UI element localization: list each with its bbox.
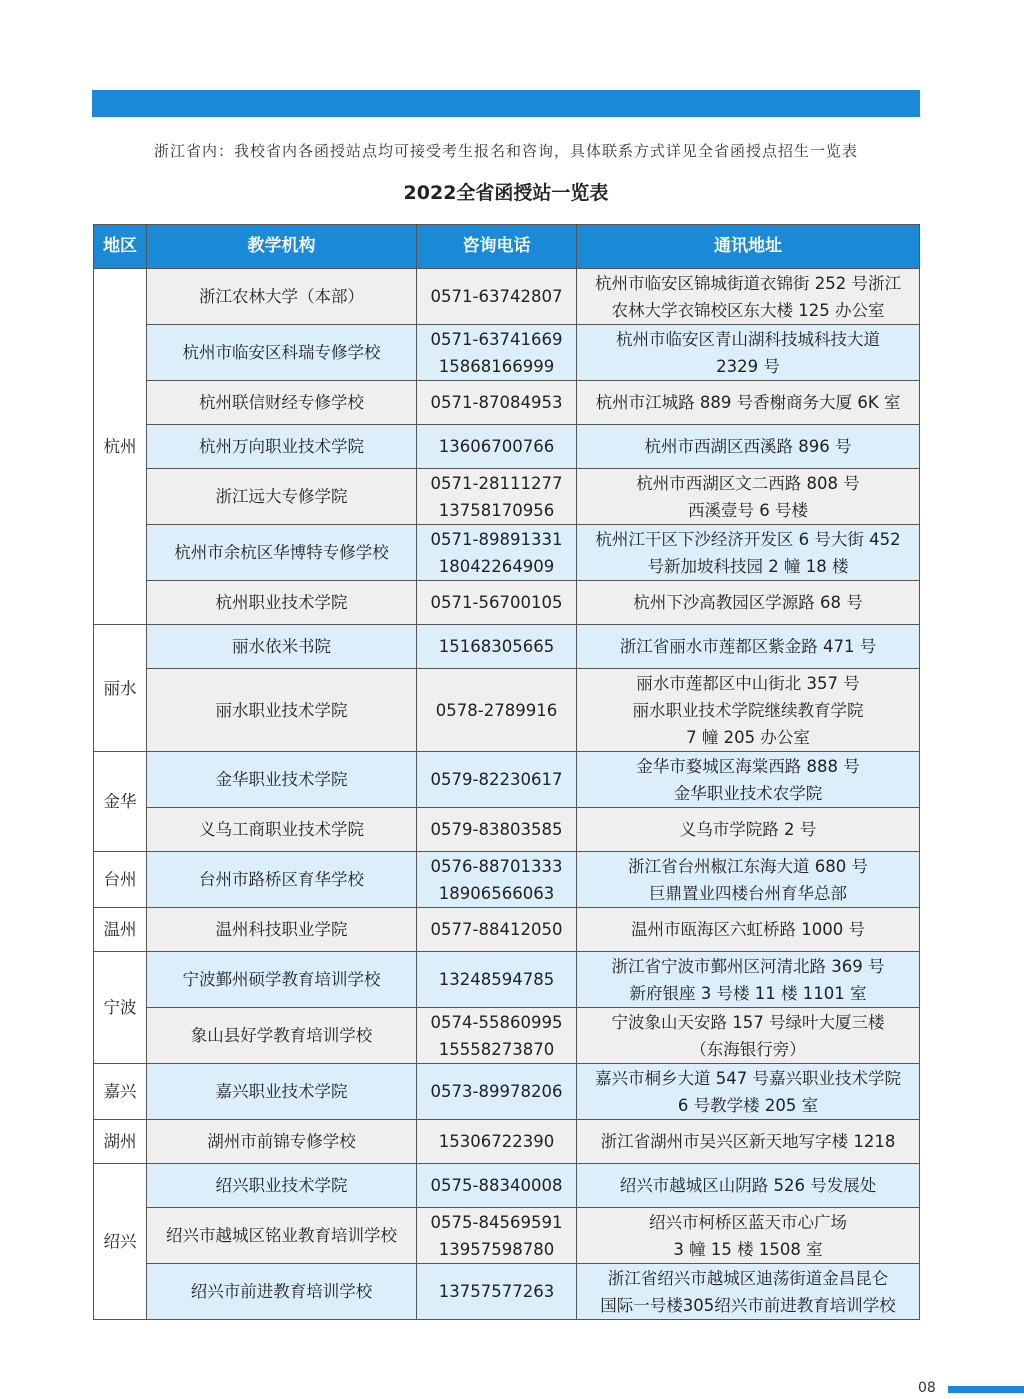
- phone-line: 0571-87084953: [430, 393, 563, 412]
- phone-cell: [417, 469, 577, 525]
- phone-line: 15306722390: [438, 1132, 555, 1151]
- address-line: 3 幢 15 楼 1508 室: [673, 1239, 823, 1259]
- phone-cell: [417, 625, 577, 669]
- table-row: [94, 325, 920, 381]
- address-line: 浙江省丽水市莲都区紫金路 471 号: [619, 637, 877, 656]
- footer-accent-bar: [948, 1386, 1024, 1393]
- table-row: [94, 852, 920, 908]
- phone-line: 15558273870: [438, 1039, 555, 1059]
- address-line: 浙江省湖州市吴兴区新天地写字楼 1218: [600, 1132, 896, 1151]
- phone-line: 0571-28111277: [430, 473, 563, 493]
- address-line: 浙江省台州椒江东海大道 680 号: [628, 856, 868, 876]
- address-cell: [577, 669, 920, 752]
- phone-line: 13606700766: [438, 437, 555, 456]
- phone-cell: [417, 581, 577, 625]
- intro-text: 浙江省内：我校省内各函授站点均可接受考生报名和咨询，具体联系方式详见全省函授点招生一览表: [153, 142, 858, 160]
- address-line: 杭州市临安区青山湖科技城科技大道: [616, 329, 880, 349]
- institution-cell: 台州市路桥区育华学校: [147, 852, 417, 908]
- phone-line: 0576-88701333: [430, 856, 563, 876]
- phone-line: 0578-2789916: [435, 700, 558, 720]
- address-line: 7 幢 205 办公室: [686, 727, 810, 747]
- region-cell: 金华: [94, 752, 147, 852]
- address-cell: [577, 1164, 920, 1208]
- table-row: [94, 381, 920, 425]
- phone-cell: [417, 808, 577, 852]
- address-cell: [577, 381, 920, 425]
- phone-line: 13957598780: [438, 1239, 555, 1259]
- table-row: [94, 1064, 920, 1120]
- address-line: 金华职业技术农学院: [673, 783, 823, 803]
- institution-cell: 义乌工商职业技术学院: [147, 808, 417, 852]
- phone-cell: [417, 952, 577, 1008]
- phone-line: 18906566063: [438, 883, 555, 903]
- region-cell: 温州: [94, 908, 147, 952]
- phone-cell: [417, 325, 577, 381]
- address-cell: [577, 1264, 920, 1320]
- region-cell: 台州: [94, 852, 147, 908]
- phone-cell: [417, 1208, 577, 1264]
- phone-cell: [417, 381, 577, 425]
- table-header-row: [94, 225, 920, 269]
- address-line: 杭州市临安区锦城街道衣锦街 252 号浙江: [595, 273, 901, 293]
- address-line: 杭州市西湖区文二西路 808 号: [636, 473, 860, 493]
- institution-cell: 浙江远大专修学院: [147, 469, 417, 525]
- table-row: [94, 625, 920, 669]
- table-row: [94, 469, 920, 525]
- phone-line: 0575-84569591: [430, 1212, 563, 1232]
- table-row: [94, 1120, 920, 1164]
- table-row: [94, 269, 920, 325]
- institution-cell: 杭州职业技术学院: [147, 581, 417, 625]
- table-row: [94, 1264, 920, 1320]
- phone-line: 0579-83803585: [430, 820, 563, 839]
- address-line: 农林大学衣锦校区东大楼 125 办公室: [611, 300, 885, 320]
- address-line: 杭州市西湖区西溪路 896 号: [644, 437, 852, 456]
- institution-cell: 绍兴市前进教育培训学校: [147, 1264, 417, 1320]
- header-accent-bar: [92, 90, 920, 117]
- header-address: 通讯地址: [577, 225, 920, 269]
- address-cell: [577, 325, 920, 381]
- region-cell: 绍兴: [94, 1164, 147, 1320]
- phone-line: 15168305665: [438, 637, 555, 656]
- region-cell: 杭州: [94, 269, 147, 625]
- address-cell: [577, 269, 920, 325]
- phone-cell: [417, 908, 577, 952]
- phone-cell: [417, 269, 577, 325]
- table-row: [94, 669, 920, 752]
- address-line: 杭州市江城路 889 号香榭商务大厦 6K 室: [595, 393, 901, 412]
- address-line: 宁波象山天安路 157 号绿叶大厦三楼: [611, 1012, 885, 1032]
- address-line: 国际一号楼305绍兴市前进教育培训学校: [600, 1295, 896, 1315]
- institution-cell: 湖州市前锦专修学校: [147, 1120, 417, 1164]
- phone-line: 13757577263: [438, 1282, 555, 1301]
- phone-cell: [417, 1064, 577, 1120]
- phone-line: 0571-56700105: [430, 593, 563, 612]
- address-line: 丽水市莲都区中山街北 357 号: [636, 673, 860, 693]
- address-cell: [577, 808, 920, 852]
- table-row: [94, 952, 920, 1008]
- phone-line: 0575-88340008: [430, 1176, 563, 1195]
- header-phone: 咨询电话: [417, 225, 577, 269]
- address-line: 新府银座 3 号楼 11 楼 1101 室: [629, 983, 867, 1003]
- region-cell: 丽水: [94, 625, 147, 752]
- phone-cell: [417, 525, 577, 581]
- address-cell: [577, 952, 920, 1008]
- table-row: [94, 581, 920, 625]
- header-institution: 教学机构: [147, 225, 417, 269]
- table-row: [94, 525, 920, 581]
- address-line: （东海银行旁）: [690, 1039, 806, 1059]
- phone-cell: [417, 752, 577, 808]
- address-line: 绍兴市越城区山阴路 526 号发展处: [619, 1176, 877, 1195]
- address-cell: [577, 581, 920, 625]
- institution-cell: 杭州万向职业技术学院: [147, 425, 417, 469]
- phone-line: 0579-82230617: [430, 770, 563, 789]
- address-line: 巨鼎置业四楼台州育华总部: [649, 883, 847, 903]
- institution-cell: 杭州市余杭区华博特专修学校: [147, 525, 417, 581]
- region-cell: 湖州: [94, 1120, 147, 1164]
- address-line: 西溪壹号 6 号楼: [688, 500, 808, 520]
- institution-cell: 浙江农林大学（本部）: [147, 269, 417, 325]
- phone-line: 13248594785: [438, 970, 555, 989]
- institution-cell: 温州科技职业学院: [147, 908, 417, 952]
- table-row: [94, 908, 920, 952]
- address-line: 杭州江干区下沙经济开发区 6 号大街 452: [595, 529, 901, 549]
- address-line: 绍兴市柯桥区蓝天市心广场: [649, 1212, 847, 1232]
- address-cell: [577, 852, 920, 908]
- institution-cell: 丽水依米书院: [147, 625, 417, 669]
- institution-cell: 绍兴市越城区铭业教育培训学校: [147, 1208, 417, 1264]
- address-cell: [577, 469, 920, 525]
- address-line: 浙江省宁波市鄞州区河清北路 369 号: [611, 956, 885, 976]
- address-cell: [577, 752, 920, 808]
- phone-cell: [417, 1120, 577, 1164]
- phone-cell: [417, 425, 577, 469]
- address-line: 嘉兴市桐乡大道 547 号嘉兴职业技术学院: [595, 1068, 901, 1088]
- table-row: [94, 808, 920, 852]
- address-cell: [577, 425, 920, 469]
- address-line: 金华市婺城区海棠西路 888 号: [636, 756, 860, 776]
- address-line: 2329 号: [716, 356, 780, 376]
- address-line: 6 号教学楼 205 室: [677, 1095, 819, 1115]
- table-row: [94, 752, 920, 808]
- institution-cell: 丽水职业技术学院: [147, 669, 417, 752]
- address-cell: [577, 1008, 920, 1064]
- institution-cell: 宁波鄞州硕学教育培训学校: [147, 952, 417, 1008]
- phone-line: 18042264909: [438, 556, 555, 576]
- address-cell: [577, 1120, 920, 1164]
- address-line: 丽水职业技术学院继续教育学院: [632, 700, 864, 720]
- region-cell: 嘉兴: [94, 1064, 147, 1120]
- header-region: 地区: [94, 225, 147, 269]
- address-line: 号新加坡科技园 2 幢 18 楼: [647, 556, 849, 576]
- phone-line: 13758170956: [438, 500, 555, 520]
- institution-cell: 杭州联信财经专修学校: [147, 381, 417, 425]
- institution-cell: 杭州市临安区科瑞专修学校: [147, 325, 417, 381]
- phone-cell: [417, 1264, 577, 1320]
- address-cell: [577, 625, 920, 669]
- table-row: [94, 425, 920, 469]
- phone-cell: [417, 1008, 577, 1064]
- address-line: 义乌市学院路 2 号: [679, 820, 817, 839]
- address-cell: [577, 1064, 920, 1120]
- address-cell: [577, 525, 920, 581]
- phone-cell: [417, 852, 577, 908]
- address-cell: [577, 1208, 920, 1264]
- phone-cell: [417, 1164, 577, 1208]
- address-line: 浙江省绍兴市越城区迪荡街道金昌昆仑: [607, 1268, 889, 1288]
- address-line: 杭州下沙高教园区学源路 68 号: [633, 593, 863, 612]
- table-row: [94, 1164, 920, 1208]
- phone-line: 0574-55860995: [430, 1012, 563, 1032]
- table-row: [94, 1008, 920, 1064]
- region-cell: 宁波: [94, 952, 147, 1064]
- phone-line: 15868166999: [438, 356, 555, 376]
- page-number: 08: [918, 1380, 936, 1396]
- address-cell: [577, 908, 920, 952]
- phone-line: 0577-88412050: [430, 920, 563, 939]
- table-title: 2022全省函授站一览表: [403, 182, 609, 204]
- phone-line: 0573-89978206: [430, 1082, 563, 1101]
- institution-cell: 嘉兴职业技术学院: [147, 1064, 417, 1120]
- institution-cell: 绍兴职业技术学院: [147, 1164, 417, 1208]
- phone-cell: [417, 669, 577, 752]
- phone-line: 0571-63742807: [430, 287, 563, 306]
- institution-cell: 象山县好学教育培训学校: [147, 1008, 417, 1064]
- phone-line: 0571-63741669: [430, 329, 563, 349]
- phone-line: 0571-89891331: [430, 529, 563, 549]
- stations-table: [93, 224, 920, 1320]
- address-line: 温州市瓯海区六虹桥路 1000 号: [631, 920, 865, 939]
- table-row: [94, 1208, 920, 1264]
- institution-cell: 金华职业技术学院: [147, 752, 417, 808]
